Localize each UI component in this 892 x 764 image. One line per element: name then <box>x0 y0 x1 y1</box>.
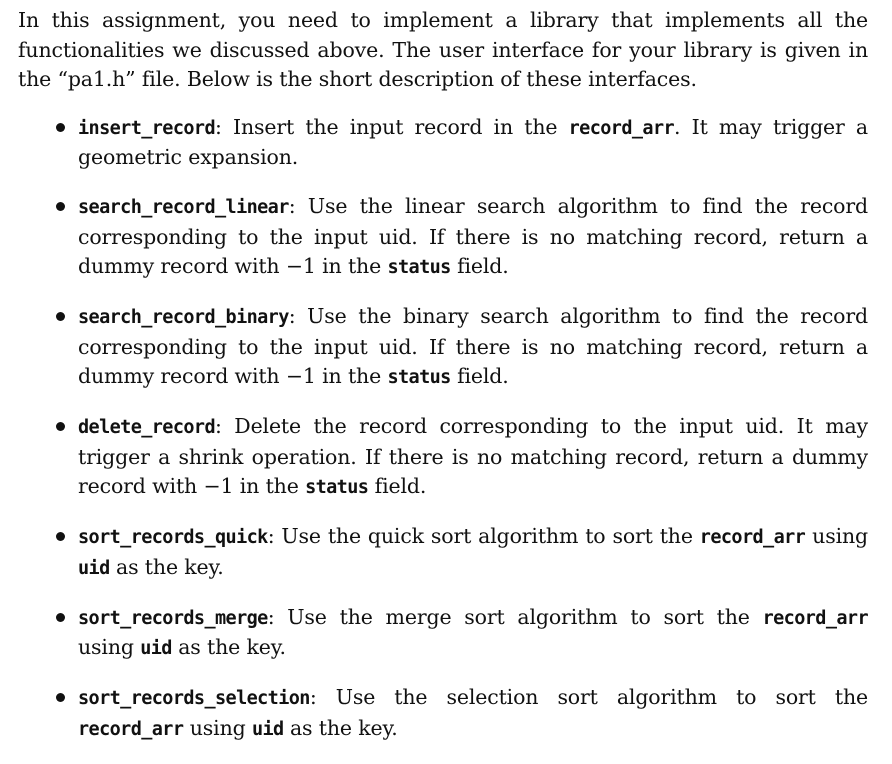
function-name: sort_records_selection <box>78 688 310 709</box>
description-text: : Insert the input record in the <box>215 114 569 139</box>
code-term: uid <box>78 557 110 579</box>
code-term: status <box>387 367 451 388</box>
bullet-icon <box>56 422 65 431</box>
bullet-icon <box>56 693 65 702</box>
description-text: : Use the selection sort algorithm to sort the <box>309 685 868 709</box>
bullet-icon <box>56 123 65 132</box>
bullet-icon <box>56 312 65 321</box>
list-item-sort-records-quick <box>18 522 868 583</box>
function-name: delete_record <box>78 417 215 438</box>
code-term: uid <box>251 718 284 740</box>
code-term: record_arr <box>568 117 675 139</box>
description-text: : Use the quick sort algorithm to sort the <box>267 524 700 548</box>
description-text: as the key. <box>171 635 286 659</box>
list-item-insert-record <box>18 113 868 173</box>
description-text: using <box>805 524 868 548</box>
function-name: search_record_binary <box>78 307 289 328</box>
description-text: : Use the merge sort algorithm to sort the <box>267 604 763 629</box>
description-text: as the key. <box>109 554 224 579</box>
description-text: : Use the linear search algorithm to find the record corresponding to the input uid. If there is no matching record, return a dummy record with −1 in the <box>78 194 868 278</box>
document-page <box>18 6 868 764</box>
code-term: status <box>387 257 451 278</box>
intro-paragraph: In this assignment, you need to implement a library that implements all the functionalities we discussed above. The user interface for your library is given in the “pa1.h” file. Below is the short description of these interfaces. <box>18 8 868 91</box>
code-term: record_arr <box>78 718 184 740</box>
list-item-search-record-binary <box>18 302 868 393</box>
code-term: status <box>305 477 369 498</box>
description-text: field. <box>450 254 509 278</box>
code-term: record_arr <box>699 527 806 548</box>
bullet-icon <box>56 202 65 211</box>
function-name: sort_records_quick <box>78 527 268 548</box>
description-text: using <box>78 635 141 659</box>
list-item-delete-record <box>18 412 868 503</box>
description-text: as the key. <box>283 715 398 740</box>
interface-list <box>18 113 868 745</box>
description-text: : Use the binary search algorithm to find the record corresponding to the input uid. If there is no matching record, return a dummy record with −1 in the <box>78 304 868 388</box>
function-name: search_record_linear <box>78 197 289 218</box>
list-item-search-record-linear <box>18 192 868 283</box>
description-text: : Delete the record corresponding to the input uid. It may trigger a shrink operation. If there is no matching record, return a dummy record with −1 in the <box>78 414 868 498</box>
function-name: sort_records_merge <box>78 607 268 629</box>
description-text: field. <box>450 364 509 388</box>
description-text: using <box>183 715 252 740</box>
bullet-icon <box>56 532 65 541</box>
description-text: . It may trigger a geometric expansion. <box>78 114 869 169</box>
bullet-icon <box>56 613 65 622</box>
list-item-sort-records-merge <box>18 603 868 664</box>
list-item-sort-records-selection <box>18 683 868 744</box>
code-term: record_arr <box>762 607 868 629</box>
code-term: uid <box>140 638 172 659</box>
function-name: insert_record <box>78 117 215 139</box>
description-text: field. <box>368 474 427 498</box>
